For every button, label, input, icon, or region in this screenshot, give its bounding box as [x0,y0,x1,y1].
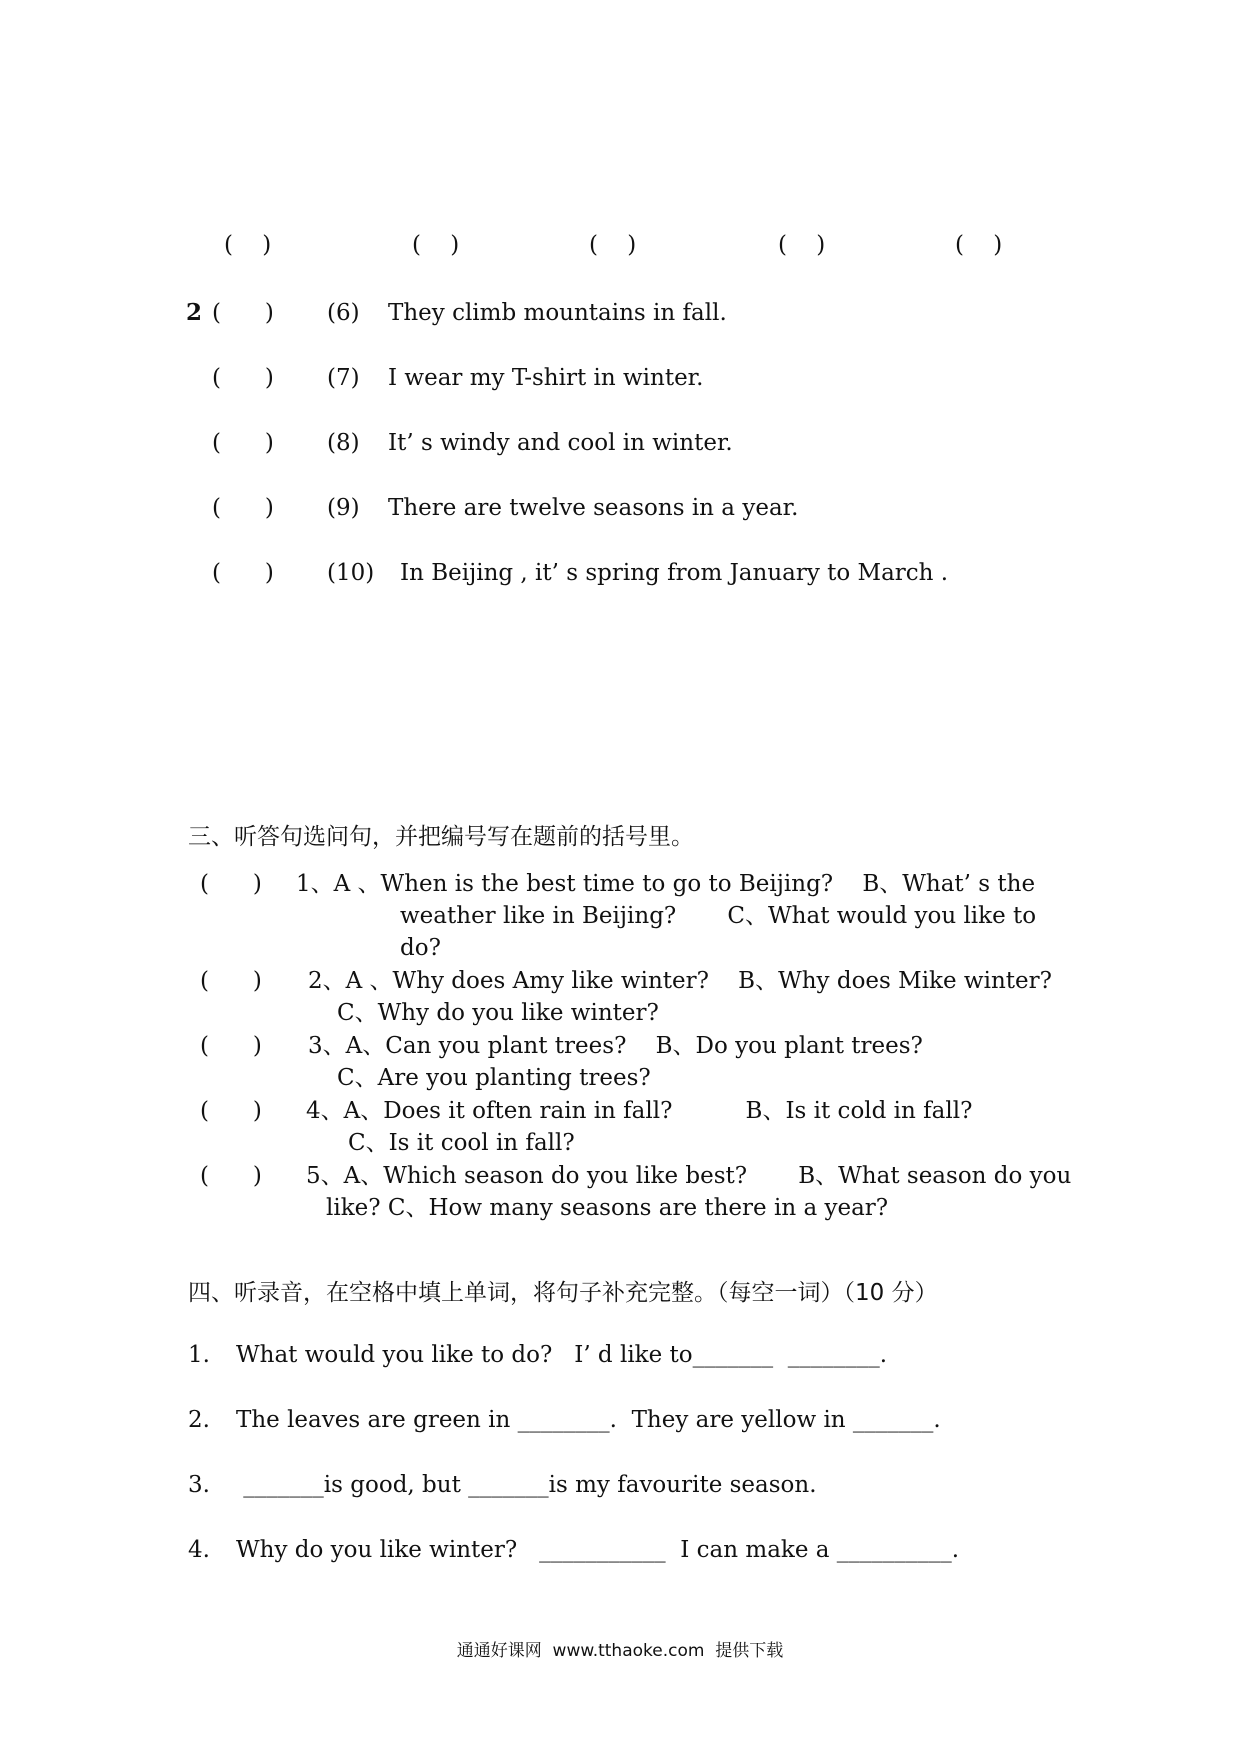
answer-blank: ( ) [778,232,826,258]
question-line: C、Is it cool in fall? [348,1130,575,1156]
item-bracket: ( ) [200,1163,262,1189]
item-number: 2. [188,1407,210,1433]
page-footer: 通通好课网 www.tthaoke.com 提供下载 [456,1641,784,1661]
answer-blank: ( ) [412,232,460,258]
question-line: 4、A、Does it often rain in fall? B、Is it cold in fall? [306,1098,973,1124]
question-line: 1、A 、When is the best time to go to Beijing? B、What’ s the [296,871,1036,897]
item-number: 3. [188,1472,210,1498]
question-line: like? C、How many seasons are there in a year? [326,1195,889,1221]
answer-blank: ( ) [955,232,1003,258]
item-bracket: ( ) [212,365,274,391]
item-text: I wear my T-shirt in winter. [388,365,704,391]
fill-in-sentence: _______is good, but _______is my favourite season. [236,1472,817,1498]
item-bracket: ( ) [200,1098,262,1124]
item-text: There are twelve seasons in a year. [388,495,799,521]
item-bracket: ( ) [212,495,274,521]
item-number: (8) [327,430,360,456]
item-bracket: ( ) [212,300,274,326]
fill-in-sentence: The leaves are green in ________. They are yellow in _______. [236,1407,941,1433]
item-number: 4. [188,1537,210,1563]
question-line: do? [400,935,441,961]
part1-blank-row [0,232,1240,266]
item-number: (9) [327,495,360,521]
question-line: C、Are you planting trees? [337,1065,651,1091]
item-number: (7) [327,365,360,391]
item-number: 1. [188,1342,210,1368]
item-bracket: ( ) [212,430,274,456]
item-bracket: ( ) [212,560,274,586]
item-text: It’ s windy and cool in winter. [388,430,733,456]
item-text: In Beijing , it’ s spring from January to March . [400,560,949,586]
item-number: (10) [327,560,375,586]
section-number: 2 [186,299,203,326]
item-text: They climb mountains in fall. [388,300,727,326]
item-number: (6) [327,300,360,326]
item-bracket: ( ) [200,968,262,994]
section3-title: 三、听答句选问句，并把编号写在题前的括号里。 [188,824,694,850]
question-line: C、Why do you like winter? [337,1000,659,1026]
question-line: 5、A、Which season do you like best? B、What season do you [306,1163,1072,1189]
question-line: 3、A、Can you plant trees? B、Do you plant trees? [308,1033,923,1059]
item-bracket: ( ) [200,1033,262,1059]
fill-in-sentence: What would you like to do? I’ d like to_______ ________. [236,1342,888,1368]
answer-blank: ( ) [589,232,637,258]
section4-title: 四、听录音，在空格中填上单词，将句子补充完整。（每空一词）（10 分） [188,1280,938,1306]
item-bracket: ( ) [200,871,262,897]
answer-blank: ( ) [224,232,272,258]
fill-in-sentence: Why do you like winter? ___________ I can make a __________. [236,1537,960,1563]
question-line: weather like in Beijing? C、What would you like to [400,903,1037,929]
question-line: 2、A 、Why does Amy like winter? B、Why does Mike winter? [308,968,1052,994]
